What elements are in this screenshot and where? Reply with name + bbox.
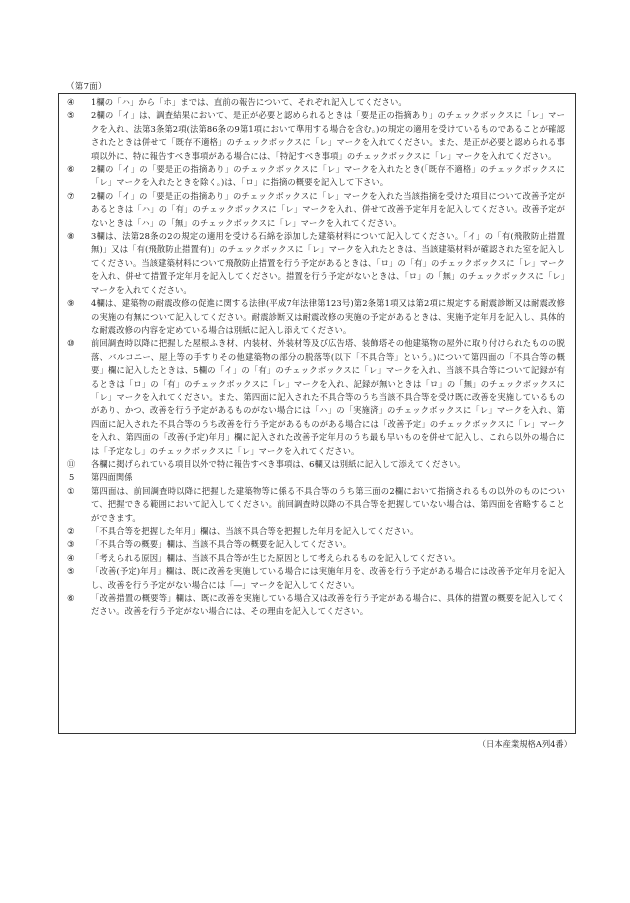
- item-number: ⑨: [67, 298, 75, 309]
- item-text: 第四面は、前回調査時以降に把握した建築物等に係る不具合等のうち第三面の2欄において指摘されるもの以外のものについて、把握できる範囲において記入してください。前回調査時以降の不具合等を把握していない場合は、第四面を省略することができます。: [91, 485, 565, 523]
- instruction-item: [67, 458, 565, 471]
- item-number: ⑤: [67, 566, 75, 577]
- instruction-item: [67, 109, 565, 163]
- section-title: 第四面関係: [91, 472, 133, 483]
- item-text: 各欄に掲げられている項目以外で特に報告すべき事項は、6欄又は別紙に記入して添えてください。: [91, 458, 466, 469]
- item-text: 4欄は、建築物の耐震改修の促進に関する法律(平成7年法律第123号)第2条第1項又は第2項に規定する耐震診断又は耐震改修の実施の有無について記入してください。耐震診断又は耐震改修の実施の予定があるときは、実施予定年月を記入し、具体的な耐震改修の内容を定めている場合は別紙に記入し添えてください。: [91, 298, 565, 335]
- page-label: （第7面）: [66, 82, 107, 92]
- instruction-item: [67, 337, 565, 458]
- instruction-item: [67, 230, 565, 297]
- instruction-item: [67, 297, 565, 337]
- item-text: 2欄の「イ」の「要是正の指摘あり」のチェックボックスに「レ」マークを入れた当該指摘を受けた項目について改善予定があるときは「ハ」の「有」のチェックボックスに「レ」マークを入れ、併せて改善予定年月を記入してください。改善予定がないときは「ハ」の「無」のチェックボックスに「レ」マークを入れてください。: [91, 190, 565, 228]
- section-item: [67, 565, 565, 592]
- item-number: ⑧: [67, 231, 75, 242]
- item-text: 「改善(予定)年月」欄は、既に改善を実施している場合には実施年月を、改善を行う予定がある場合には改善予定年月を記入し、改善を行う予定がない場合には「―」マークを記入してください。: [91, 566, 565, 590]
- item-number: ③: [67, 539, 75, 550]
- instruction-item: [67, 163, 565, 190]
- item-number: ④: [67, 97, 75, 107]
- section-item: [67, 592, 565, 619]
- instruction-item: [67, 190, 565, 230]
- section-item: [67, 485, 565, 525]
- paper-size-note: （日本産業規格A列4番）: [477, 739, 572, 749]
- item-number: ①: [67, 485, 75, 496]
- item-text: 2欄の「イ」の「要是正の指摘あり」のチェックボックスに「レ」マークを入れたとき(「既存不適格」のチェックボックスに「レ」マークを入れたときを除く。)は、「ロ」に指摘の概要を記入して下さい。: [91, 164, 565, 188]
- item-text: 3欄は、法第28条の2の規定の適用を受ける石綿を添加した建築材料について記入してください。「イ」の「有(飛散防止措置無)」又は「有(飛散防止措置有)」のチェックボックスに「レ」マークを入れたときは、当該建築材料が確認された室を記入してください。当該建築材料について飛散防止措置を行う予定があるときは、「ロ」の「有」のチェックボックスに「レ」マークを入れ、併せて措置予定年月を記入してください。措置を行う予定がないときは、「ロ」の「無」のチェックボックスに「レ」マークを入れてください。: [91, 231, 565, 295]
- item-text: 「考えられる原因」欄は、当該不具合等が生じた原因として考えられるものを記入してください。: [91, 552, 461, 563]
- item-number: ⑪: [67, 458, 76, 469]
- section-item: [67, 538, 565, 551]
- item-number: ④: [67, 552, 75, 563]
- item-number: ⑥: [67, 593, 75, 604]
- item-number: ⑤: [67, 110, 75, 121]
- section-item: [67, 552, 565, 565]
- item-text: 「改善措置の概要等」欄は、既に改善を実施している場合又は改善を行う予定がある場合に、具体的措置の概要を記入してください。改善を行う予定がない場合には、その理由を記入してください。: [91, 593, 565, 617]
- item-number: ⑦: [67, 190, 75, 201]
- section-heading: [67, 471, 565, 484]
- item-text: 前回調査時以降に把握した屋根ふき材、内装材、外装材等及び広告塔、装飾塔その他建築物の屋外に取り付けられたものの脱落、バルコニー、屋上等の手すりその他建築物の部分の脱落等(以下「不具合等」という。)について第四面の「不具合等の概要」欄に記入したときは、5欄の「イ」の「有」のチェックボックスに「レ」マークを入れ、当該不具合等について記録が有るときは「ロ」の「有」のチェックボックスに「レ」マークを入れ、記録が無いときは「ロ」の「無」のチェックボックスに「レ」マークを入れてください。また、第四面に記入された不具合等のうち当該不具合等を受け既に改善を実施しているものがあり、かつ、改善を行う予定があるものがない場合には「ハ」の「実施済」のチェックボックスに「レ」マークを入れ、第四面に記入された不具合等のうち改善を行う予定があるものがある場合には「改善予定」のチェックボックスに「レ」マークを入れ、第四面の「改善(予定)年月」欄に記入された改善予定年月のうち最も早いものを併せて記入し、これら以外の場合には「予定なし」のチェックボックスに「レ」マークを入れてください。: [91, 338, 565, 456]
- section-item: [67, 525, 565, 538]
- instruction-item: [67, 96, 565, 109]
- item-text: 「不具合等を把握した年月」欄は、当該不具合等を把握した年月を記入してください。: [91, 526, 419, 536]
- item-text: 「不具合等の概要」欄は、当該不具合等の概要を記入してください。: [91, 539, 352, 550]
- item-number: ②: [67, 526, 75, 536]
- item-text: 2欄の「イ」は、調査結果において、是正が必要と認められるときは「要是正の指摘あり」のチェックボックスに「レ」マークを入れ、法第3条第2項(法第86条の9第1項において準用する場合を含む。)の規定の適用を受けているものであることが確認されたときは併せて「既存不適格」のチェックボックスに「レ」マークを入れてください。また、是正が必要と認められる事項以外に、特に報告すべき事項がある場合には、「特記すべき事項」のチェックボックスに「レ」マークを入れてください。: [91, 110, 565, 161]
- instructions-frame: [58, 93, 576, 734]
- item-number: ⑥: [67, 164, 75, 175]
- item-number: ⑩: [67, 338, 75, 349]
- item-text: 1欄の「ハ」から「ホ」までは、直前の報告について、それぞれ記入してください。: [91, 97, 407, 107]
- section-number: 5: [69, 472, 75, 483]
